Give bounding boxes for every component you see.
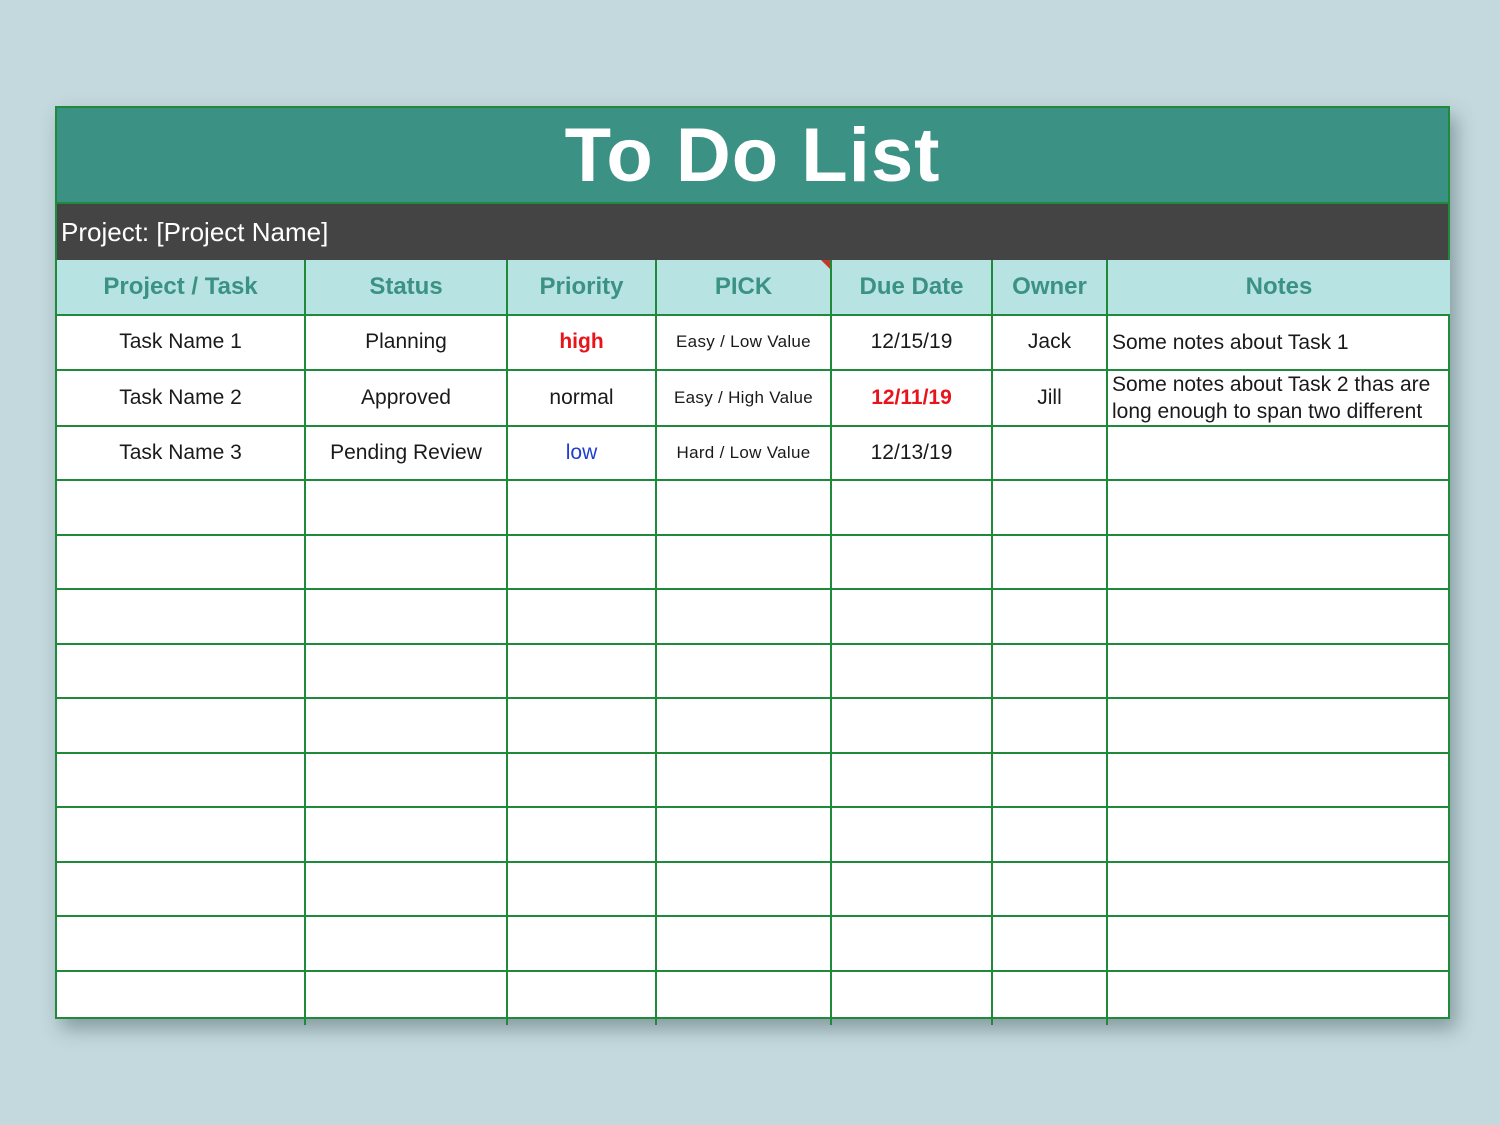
- title-bar: [57, 108, 1448, 204]
- empty-notes-cell[interactable]: [1107, 480, 1450, 535]
- empty-owner-cell[interactable]: [992, 480, 1107, 535]
- empty-owner-cell[interactable]: [992, 916, 1107, 971]
- empty-due-date-cell[interactable]: [831, 753, 992, 808]
- empty-owner-cell[interactable]: [992, 971, 1107, 1026]
- empty-pick-cell[interactable]: [656, 698, 831, 753]
- empty-priority-cell[interactable]: [507, 807, 656, 862]
- due-date-cell[interactable]: 12/11/19: [831, 370, 992, 426]
- owner-cell[interactable]: Jack: [992, 315, 1107, 370]
- pick-cell[interactable]: Hard / Low Value: [656, 426, 831, 481]
- task-cell[interactable]: Task Name 3: [57, 426, 305, 481]
- empty-row: [57, 644, 1450, 699]
- task-table: [57, 260, 1450, 1025]
- empty-pick-cell[interactable]: [656, 644, 831, 699]
- table-row: [57, 426, 1450, 481]
- column-header-due-date[interactable]: Due Date: [831, 260, 992, 315]
- empty-owner-cell[interactable]: [992, 698, 1107, 753]
- empty-status-cell[interactable]: [305, 862, 507, 917]
- column-header-task[interactable]: Project / Task: [57, 260, 305, 315]
- empty-notes-cell[interactable]: [1107, 535, 1450, 590]
- empty-notes-cell[interactable]: [1107, 644, 1450, 699]
- due-date-cell[interactable]: 12/13/19: [831, 426, 992, 481]
- empty-status-cell[interactable]: [305, 807, 507, 862]
- empty-row: [57, 753, 1450, 808]
- empty-due-date-cell[interactable]: [831, 698, 992, 753]
- empty-pick-cell[interactable]: [656, 916, 831, 971]
- owner-cell[interactable]: [992, 426, 1107, 481]
- comment-indicator-icon: [821, 260, 830, 269]
- empty-task-cell[interactable]: [57, 753, 305, 808]
- empty-row: [57, 535, 1450, 590]
- status-cell[interactable]: Approved: [305, 370, 507, 426]
- status-cell[interactable]: Planning: [305, 315, 507, 370]
- empty-due-date-cell[interactable]: [831, 916, 992, 971]
- notes-cell[interactable]: [1107, 426, 1450, 481]
- notes-cell[interactable]: Some notes about Task 1: [1107, 315, 1450, 370]
- empty-status-cell[interactable]: [305, 589, 507, 644]
- project-bar[interactable]: [57, 204, 1448, 260]
- empty-notes-cell[interactable]: [1107, 753, 1450, 808]
- empty-task-cell[interactable]: [57, 589, 305, 644]
- empty-priority-cell[interactable]: [507, 589, 656, 644]
- task-body: [57, 315, 1450, 1025]
- empty-status-cell[interactable]: [305, 535, 507, 590]
- empty-pick-cell[interactable]: [656, 753, 831, 808]
- priority-cell[interactable]: high: [507, 315, 656, 370]
- empty-pick-cell[interactable]: [656, 971, 831, 1026]
- empty-priority-cell[interactable]: [507, 535, 656, 590]
- notes-cell[interactable]: Some notes about Task 2 thas are long enough to span two different: [1107, 370, 1450, 426]
- empty-task-cell[interactable]: [57, 535, 305, 590]
- empty-owner-cell[interactable]: [992, 535, 1107, 590]
- column-header-priority[interactable]: Priority: [507, 260, 656, 315]
- table-row: [57, 315, 1450, 370]
- empty-due-date-cell[interactable]: [831, 535, 992, 590]
- empty-row: [57, 807, 1450, 862]
- empty-priority-cell[interactable]: [507, 753, 656, 808]
- empty-notes-cell[interactable]: [1107, 807, 1450, 862]
- header-row: [57, 260, 1450, 315]
- task-cell[interactable]: Task Name 2: [57, 370, 305, 426]
- empty-priority-cell[interactable]: [507, 971, 656, 1026]
- column-header-pick[interactable]: [656, 260, 831, 315]
- empty-notes-cell[interactable]: [1107, 916, 1450, 971]
- empty-priority-cell[interactable]: [507, 916, 656, 971]
- empty-owner-cell[interactable]: [992, 807, 1107, 862]
- empty-priority-cell[interactable]: [507, 644, 656, 699]
- empty-owner-cell[interactable]: [992, 753, 1107, 808]
- empty-owner-cell[interactable]: [992, 644, 1107, 699]
- empty-task-cell[interactable]: [57, 971, 305, 1026]
- task-cell[interactable]: Task Name 1: [57, 315, 305, 370]
- empty-status-cell[interactable]: [305, 971, 507, 1026]
- empty-priority-cell[interactable]: [507, 698, 656, 753]
- empty-pick-cell[interactable]: [656, 480, 831, 535]
- sheet-title: To Do List: [564, 112, 941, 198]
- empty-due-date-cell[interactable]: [831, 644, 992, 699]
- empty-pick-cell[interactable]: [656, 589, 831, 644]
- empty-pick-cell[interactable]: [656, 535, 831, 590]
- empty-due-date-cell[interactable]: [831, 480, 992, 535]
- empty-row: [57, 971, 1450, 1026]
- column-header-status[interactable]: Status: [305, 260, 507, 315]
- empty-row: [57, 698, 1450, 753]
- column-header-notes[interactable]: Notes: [1107, 260, 1450, 315]
- pick-cell[interactable]: Easy / Low Value: [656, 315, 831, 370]
- empty-row: [57, 862, 1450, 917]
- priority-cell[interactable]: low: [507, 426, 656, 481]
- project-name-cell[interactable]: Project: [Project Name]: [61, 216, 329, 247]
- status-cell[interactable]: Pending Review: [305, 426, 507, 481]
- empty-pick-cell[interactable]: [656, 807, 831, 862]
- empty-notes-cell[interactable]: [1107, 862, 1450, 917]
- pick-cell[interactable]: Easy / High Value: [656, 370, 831, 426]
- empty-notes-cell[interactable]: [1107, 971, 1450, 1026]
- owner-cell[interactable]: Jill: [992, 370, 1107, 426]
- empty-owner-cell[interactable]: [992, 862, 1107, 917]
- empty-task-cell[interactable]: [57, 698, 305, 753]
- empty-task-cell[interactable]: [57, 807, 305, 862]
- empty-status-cell[interactable]: [305, 644, 507, 699]
- column-header-pick-label: PICK: [714, 273, 773, 300]
- priority-cell[interactable]: normal: [507, 370, 656, 426]
- empty-priority-cell[interactable]: [507, 480, 656, 535]
- empty-notes-cell[interactable]: [1107, 589, 1450, 644]
- empty-priority-cell[interactable]: [507, 862, 656, 917]
- empty-notes-cell[interactable]: [1107, 698, 1450, 753]
- empty-status-cell[interactable]: [305, 480, 507, 535]
- column-header-owner[interactable]: Owner: [992, 260, 1107, 315]
- empty-status-cell[interactable]: [305, 698, 507, 753]
- todo-sheet: [55, 106, 1450, 1019]
- empty-due-date-cell[interactable]: [831, 862, 992, 917]
- empty-task-cell[interactable]: [57, 862, 305, 917]
- empty-task-cell[interactable]: [57, 644, 305, 699]
- empty-due-date-cell[interactable]: [831, 807, 992, 862]
- table-row: [57, 370, 1450, 426]
- empty-row: [57, 480, 1450, 535]
- empty-status-cell[interactable]: [305, 916, 507, 971]
- empty-pick-cell[interactable]: [656, 862, 831, 917]
- empty-task-cell[interactable]: [57, 480, 305, 535]
- empty-due-date-cell[interactable]: [831, 589, 992, 644]
- empty-owner-cell[interactable]: [992, 589, 1107, 644]
- empty-row: [57, 589, 1450, 644]
- due-date-cell[interactable]: 12/15/19: [831, 315, 992, 370]
- empty-status-cell[interactable]: [305, 753, 507, 808]
- empty-due-date-cell[interactable]: [831, 971, 992, 1026]
- empty-row: [57, 916, 1450, 971]
- empty-task-cell[interactable]: [57, 916, 305, 971]
